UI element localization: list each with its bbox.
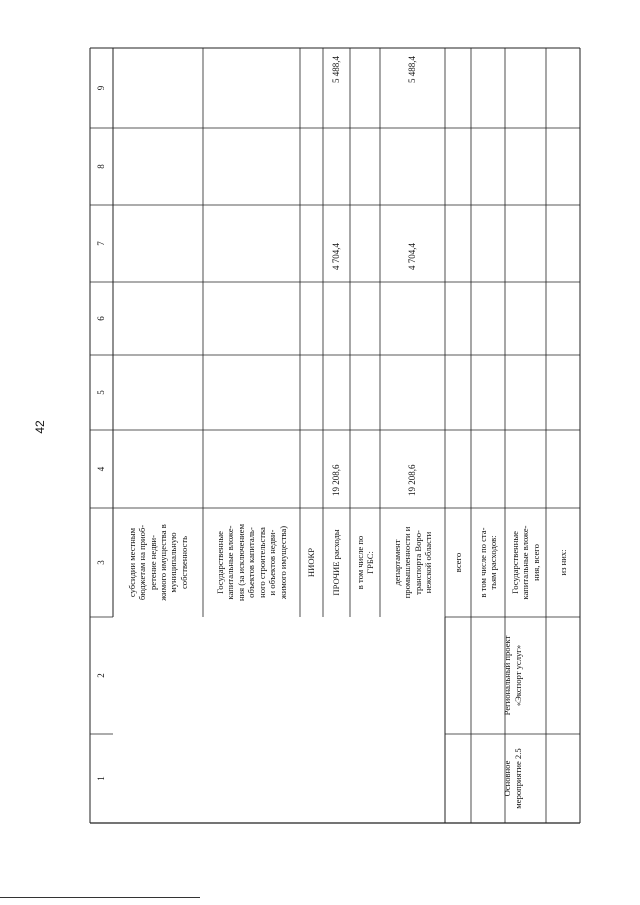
cell-value: 19 208,6 <box>407 464 418 496</box>
column-number <box>90 734 113 823</box>
cell-line: «Экспорт услуг» <box>512 644 523 707</box>
cell-line: департамент <box>391 539 402 586</box>
column-number <box>90 508 113 617</box>
cell-value: 3 <box>96 560 107 565</box>
cell-value: 8 <box>96 164 107 169</box>
cell-line: из них: <box>557 549 568 576</box>
cell-value: 2 <box>96 673 107 678</box>
amount-col4 <box>323 430 350 508</box>
cell-value: 5 488,4 <box>331 56 342 83</box>
cell-line: НИОКР <box>306 547 317 578</box>
cell-value: 5 488,4 <box>407 56 418 83</box>
expense-item <box>350 508 380 617</box>
cell-line: объектов капиталь- <box>246 527 257 598</box>
cell-line: собственность <box>178 535 189 590</box>
cell-value: 4 704,4 <box>331 243 342 270</box>
amount-col4 <box>380 430 445 508</box>
cell-line: транспорта Воро- <box>412 530 423 595</box>
cell-value: 5 <box>96 390 107 395</box>
amount-col9 <box>323 48 350 128</box>
cell-line: капитальные вложе- <box>520 525 531 600</box>
column-number <box>90 128 113 205</box>
cell-value: 4 <box>96 466 107 472</box>
project-name <box>445 617 580 734</box>
column-number <box>90 617 113 734</box>
measure-name <box>445 734 580 823</box>
expense-item <box>113 508 203 617</box>
cell-line: ния (за исключением <box>235 523 246 602</box>
amount-col9 <box>380 48 445 128</box>
expense-item <box>300 508 323 617</box>
cell-line: в том числе по ста- <box>477 527 488 598</box>
expense-item <box>445 508 471 617</box>
cell-line: нежской области <box>422 531 433 594</box>
cell-line: Основное <box>502 760 513 797</box>
cell-line: ПРОЧИЕ расходы <box>331 529 342 596</box>
expense-item <box>471 508 505 617</box>
expense-item <box>380 508 445 617</box>
cell-value: 1 <box>96 776 107 781</box>
cell-line: капитальные вложе- <box>225 525 236 600</box>
cell-line: муниципальную <box>168 532 179 593</box>
column-number <box>90 205 113 282</box>
cell-line: бюджетам на приоб- <box>137 524 148 601</box>
cell-value: 9 <box>96 85 107 91</box>
cell-value: 7 <box>96 241 107 246</box>
cell-line: субсидии местным <box>126 527 137 598</box>
cell-line: в том числе по <box>354 535 365 590</box>
expense-item <box>546 508 580 617</box>
cell-line: мероприятие 2.5 <box>512 748 523 809</box>
column-number <box>90 48 113 128</box>
column-number <box>90 355 113 430</box>
cell-line: Государственные <box>214 531 225 594</box>
cell-line: промышленности и <box>402 526 413 599</box>
cell-value: 6 <box>96 316 107 321</box>
cell-line: всего <box>452 552 463 573</box>
cell-line: Государственные <box>509 531 520 594</box>
cell-value: 19 208,6 <box>331 464 342 496</box>
expense-item <box>323 508 350 617</box>
expense-item <box>505 508 546 617</box>
cell-line: жимого имущества в <box>158 524 168 601</box>
cell-line: ного строительства <box>256 527 267 598</box>
cell-line: и объектов недви- <box>267 529 278 596</box>
page-number: 42 <box>33 420 47 434</box>
amount-col7 <box>323 205 350 282</box>
cell-line: тьям расходов: <box>488 535 498 590</box>
cell-line: ния, всего <box>530 544 541 581</box>
column-number <box>90 282 113 355</box>
scan-edge-line <box>0 897 200 898</box>
column-number <box>90 430 113 508</box>
expense-item <box>203 508 300 617</box>
cell-line: ретение недви- <box>147 534 158 591</box>
cell-line: ГРБС: <box>365 551 375 574</box>
cell-line: Региональный проект <box>502 635 513 716</box>
cell-line: жимого имущества) <box>277 525 288 600</box>
cell-value: 4 704,4 <box>407 243 418 270</box>
amount-col7 <box>380 205 445 282</box>
